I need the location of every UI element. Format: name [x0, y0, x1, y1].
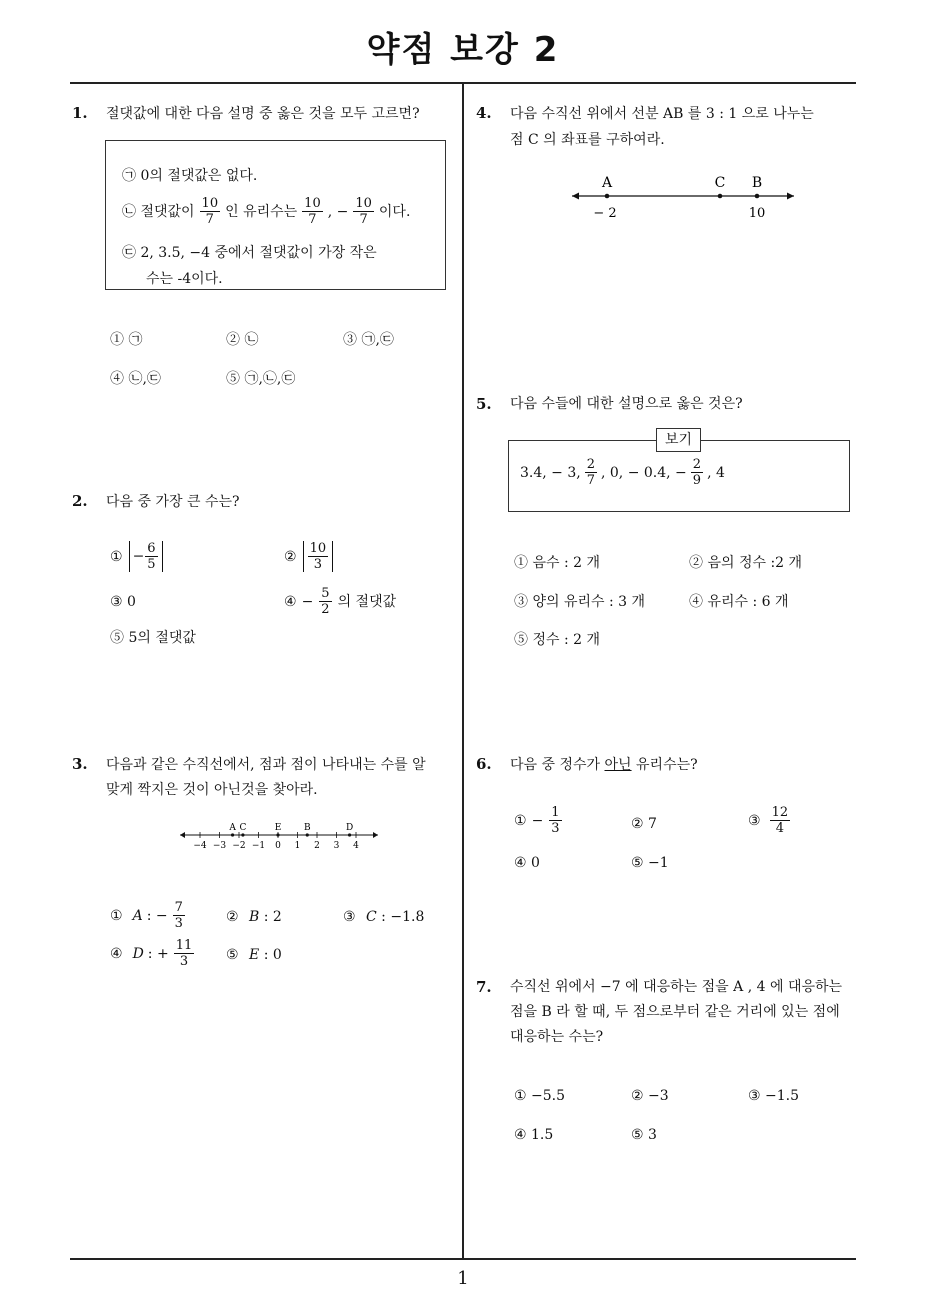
frac-den: 7 [308, 212, 317, 227]
q7-choice-5[interactable]: ⑤ 3 [631, 1127, 657, 1143]
q6-text-pre: 다음 중 정수가 [510, 757, 601, 773]
frac-den: 4 [775, 821, 784, 836]
q5-frac-1 [585, 457, 597, 488]
tick-label: 2 [314, 841, 320, 851]
q5-frac-2 [691, 457, 703, 488]
q2-choice-2[interactable] [284, 541, 333, 572]
q2-c2-frac [308, 541, 329, 572]
tick-label: 4 [353, 841, 359, 851]
frac-num: 10 [309, 541, 327, 556]
var: C [366, 909, 377, 925]
q5-choice-3[interactable]: ③ 양의 유리수 : 3 개 [514, 594, 646, 610]
bogi-seg-2: , 0, − 0.4, − [600, 464, 687, 481]
q5-choice-2[interactable]: ② 음의 정수 :2 개 [689, 555, 803, 571]
q1-s2-sep: , − [327, 203, 349, 220]
q6-choice-3[interactable] [748, 805, 791, 836]
frac-num: 7 [174, 900, 183, 915]
q1-text: 절댓값에 대한 다음 설명 중 옳은 것을 모두 고르면? [106, 106, 420, 122]
point-a-dot [605, 194, 610, 199]
sep: : + [147, 945, 169, 962]
q1-statement-3a: ㉢ 2, 3.5, −4 중에서 절댓값이 가장 작은 [122, 245, 377, 261]
sep: : − [146, 907, 168, 924]
q7-choice-2[interactable]: ② −3 [631, 1088, 669, 1104]
sign: − [301, 593, 314, 610]
q1-s2-mid: 인 유리수는 [225, 203, 298, 220]
frac-den: 3 [551, 821, 560, 836]
page-title: 약점 보강 2 [366, 30, 560, 70]
q1-s2-frac-1 [200, 196, 221, 227]
frac-den: 3 [179, 954, 189, 969]
q5-number: 5. [476, 395, 492, 413]
frac-num: 5 [321, 586, 330, 601]
frac-den: 7 [205, 212, 214, 227]
q1-number: 1. [72, 104, 88, 122]
frac-num: 10 [355, 196, 372, 211]
choice-mark: ⑤ [226, 947, 239, 963]
choice-mark: ② [226, 909, 239, 925]
choice-post: 의 절댓값 [337, 593, 397, 610]
point-dot [231, 833, 234, 836]
left-arrow-icon [572, 193, 579, 200]
choice-mark: ① [514, 812, 527, 829]
frac-den: 3 [313, 557, 322, 572]
bogi-seg-3: , 4 [707, 464, 725, 481]
point-c-dot [718, 194, 723, 199]
q3-text-line2: 맞게 짝지은 것이 아닌것을 찾아라. [106, 782, 318, 798]
tick-label: 3 [333, 841, 340, 851]
q4-number: 4. [476, 104, 492, 122]
choice-mark: ③ [343, 909, 356, 925]
frac-den: 3 [174, 916, 183, 931]
left-arrow-icon [180, 832, 185, 838]
abs-value-bars [129, 541, 163, 572]
q3-choice-2[interactable] [226, 907, 282, 927]
q6-c3-frac [770, 805, 791, 836]
q1-statement-2 [122, 196, 410, 227]
q7-choice-3[interactable]: ③ −1.5 [748, 1088, 799, 1104]
q2-choice-1[interactable] [110, 541, 163, 572]
frac-den: 7 [359, 212, 368, 227]
q6-c1-frac [549, 805, 561, 836]
point-label: A [229, 823, 236, 833]
value: : 0 [259, 947, 282, 963]
frac-num: 2 [692, 457, 702, 472]
var: A [132, 907, 143, 924]
point-label: D [345, 823, 354, 833]
choice-mark: ③ [748, 812, 761, 829]
q3-choice-5[interactable] [226, 945, 282, 965]
q2-choice-5[interactable]: ⑤ 5의 절댓값 [110, 630, 196, 646]
q6-choice-1[interactable] [514, 805, 563, 836]
q1-choice-2[interactable]: ② ㉡ [226, 332, 259, 348]
q2-choice-4[interactable] [284, 586, 396, 617]
q1-s2-frac-2 [302, 196, 323, 227]
point-c-label: C [714, 175, 726, 191]
sign: − [132, 548, 145, 565]
point-dot [348, 833, 351, 836]
frac-num: 11 [175, 938, 193, 953]
q3-c1-frac [173, 900, 185, 931]
q2-choice-3[interactable]: ③ 0 [110, 594, 136, 610]
point-label: C [239, 823, 247, 833]
q3-choice-1[interactable] [110, 900, 186, 931]
choice-mark: ④ [110, 945, 123, 962]
point-dot [276, 833, 279, 836]
q3-choice-4[interactable] [110, 938, 195, 969]
q3-number: 3. [72, 755, 88, 773]
point-label: E [274, 823, 282, 833]
sign: − [531, 812, 544, 829]
point-a-value: − 2 [593, 206, 617, 221]
q7-choice-4[interactable]: ④ 1.5 [514, 1127, 554, 1143]
q1-choice-1[interactable]: ① ㉠ [110, 332, 143, 348]
q1-s2-post: 이다. [378, 203, 411, 220]
tick-label: −2 [232, 841, 246, 851]
q1-choice-3[interactable]: ③ ㉠,㉢ [343, 332, 394, 348]
q1-statement-3b: 수는 -4이다. [146, 271, 223, 287]
frac-den: 9 [692, 473, 702, 488]
q1-s2-frac-3 [353, 196, 374, 227]
q6-text-underlined: 아닌 [604, 757, 632, 773]
frac-den: 5 [147, 557, 156, 572]
right-arrow-icon [787, 193, 794, 200]
frac-num: 10 [201, 196, 219, 211]
point-b-value: 10 [748, 206, 766, 221]
q6-text-post: 유리수는? [636, 757, 698, 773]
column-divider [462, 82, 464, 1259]
frac-num: 12 [771, 805, 789, 820]
tick-label: 1 [294, 841, 301, 851]
q6-number: 6. [476, 755, 492, 773]
tick-label: 0 [275, 841, 281, 851]
frac-num: 1 [551, 805, 560, 820]
q4-text-line1: 다음 수직선 위에서 선분 AB 를 3 : 1 으로 나누는 [510, 106, 814, 122]
point-dot [241, 833, 244, 836]
q5-choice-5[interactable]: ⑤ 정수 : 2 개 [514, 632, 600, 648]
tick-label: −1 [251, 841, 266, 851]
bogi-seg-1: 3.4, − 3, [520, 464, 581, 481]
point-label: B [303, 823, 311, 833]
footer-divider [70, 1258, 856, 1260]
frac-num: 10 [304, 196, 321, 211]
q5-choice-1[interactable]: ① 음수 : 2 개 [514, 555, 600, 571]
choice-mark: ① [110, 907, 123, 924]
page-number: 1 [457, 1268, 469, 1289]
q6-choice-2[interactable]: ② 7 [631, 816, 657, 832]
q5-bogi-label: 보기 [656, 428, 701, 452]
q7-number: 7. [476, 978, 492, 996]
q2-c4-frac [319, 586, 331, 617]
point-a-label: A [601, 175, 613, 191]
frac-den: 2 [321, 602, 330, 617]
abs-value-bars [303, 541, 334, 572]
choice-mark: ① [110, 548, 123, 565]
q5-text: 다음 수들에 대한 설명으로 옳은 것은? [510, 396, 743, 412]
choice-mark: ② [284, 548, 297, 565]
choice-mark: ④ [284, 593, 297, 610]
q6-choice-4[interactable]: ④ 0 [514, 855, 540, 871]
point-dot [306, 833, 309, 836]
right-arrow-icon [373, 832, 378, 838]
var: E [249, 947, 260, 963]
q2-c1-frac [145, 541, 157, 572]
q3-c4-frac [174, 938, 195, 969]
q7-choice-1[interactable]: ① −5.5 [514, 1088, 565, 1104]
q5-choice-4[interactable]: ④ 유리수 : 6 개 [689, 594, 789, 610]
tick-label: −4 [193, 841, 207, 851]
q7-text-line3: 대응하는 수는? [510, 1029, 604, 1045]
frac-num: 6 [147, 541, 156, 556]
var: B [249, 909, 260, 925]
q2-number: 2. [72, 492, 88, 510]
tick-label: −3 [212, 841, 227, 851]
q6-text [510, 752, 698, 779]
q2-text: 다음 중 가장 큰 수는? [106, 494, 240, 510]
var: D [132, 945, 144, 962]
q3-number-line [178, 816, 382, 856]
q4-number-line [568, 170, 800, 226]
q5-bogi-numbers [520, 457, 725, 488]
q7-text-line2: 점을 B 라 할 때, 두 점으로부터 같은 거리에 있는 점에 [510, 1004, 840, 1020]
q1-choice-4[interactable]: ④ ㉡,㉢ [110, 371, 161, 387]
q4-text-line2: 점 C 의 좌표를 구하여라. [510, 132, 665, 148]
frac-num: 2 [586, 457, 595, 472]
point-b-label: B [751, 175, 763, 191]
q1-s2-pre: ㉡ 절댓값이 [122, 203, 195, 220]
q6-choice-5[interactable]: ⑤ −1 [631, 855, 669, 871]
q1-statement-1: ㉠ 0의 절댓값은 없다. [122, 168, 258, 184]
q3-choice-3[interactable] [343, 907, 424, 927]
value: : −1.8 [376, 909, 425, 925]
q7-text-line1: 수직선 위에서 −7 에 대응하는 점을 A , 4 에 대응하는 [510, 979, 843, 995]
q3-text-line1: 다음과 같은 수직선에서, 점과 점이 나타내는 수를 알 [106, 757, 426, 773]
point-b-dot [755, 194, 760, 199]
value: : 2 [259, 909, 282, 925]
frac-den: 7 [586, 473, 595, 488]
q1-choice-5[interactable]: ⑤ ㉠,㉡,㉢ [226, 371, 296, 387]
